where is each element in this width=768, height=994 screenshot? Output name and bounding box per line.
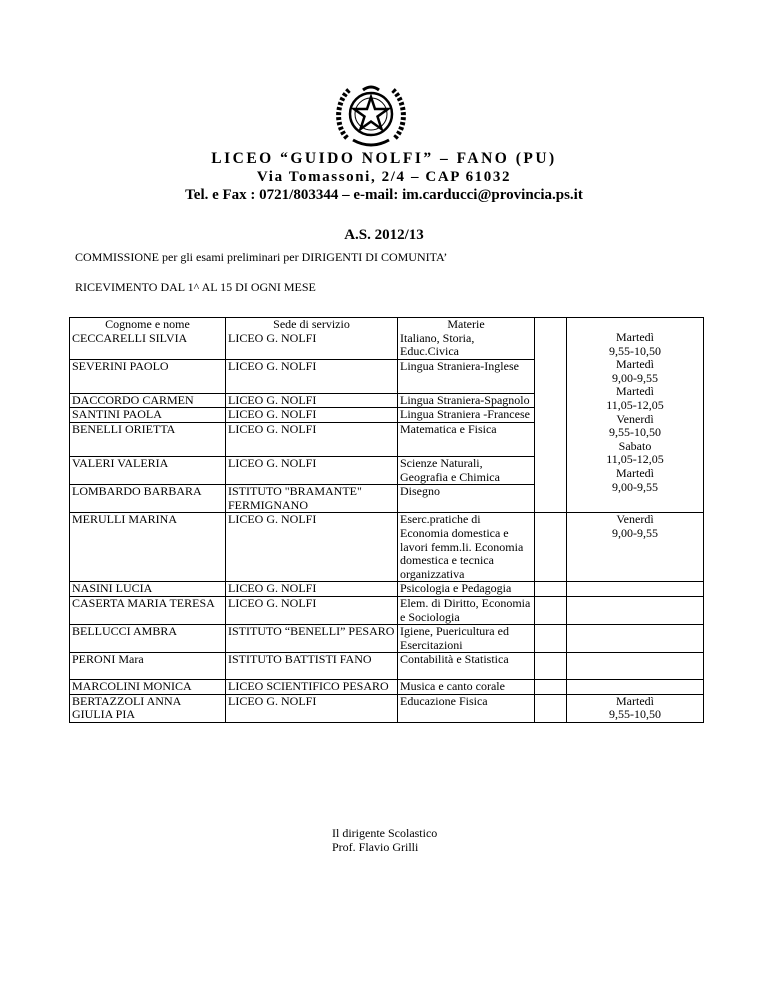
teacher-site: LICEO G. NOLFI xyxy=(226,694,398,722)
schedule-time: 9,55-10,50 xyxy=(609,707,661,722)
schedule-day: Venerdì xyxy=(616,512,654,527)
teacher-subject: Lingua Straniera-Inglese xyxy=(398,359,535,393)
table-row xyxy=(70,653,704,680)
teacher-name: BELLUCCI AMBRA xyxy=(70,625,226,653)
teacher-subject: Lingua Straniera-Spagnolo xyxy=(398,393,535,408)
commission-title: COMMISSIONE per gli esami preliminari per DIRIGENTI DI COMUNITA’ xyxy=(75,250,448,264)
teacher-name: NASINI LUCIA xyxy=(70,582,226,597)
teacher-name: DACCORDO CARMEN xyxy=(70,393,226,408)
commission-table xyxy=(69,317,704,723)
teacher-site: ISTITUTO “BENELLI” PESARO xyxy=(226,625,398,653)
reception-period: RICEVIMENTO DAL 1^ AL 15 DI OGNI MESE xyxy=(75,280,316,294)
school-name: LICEO “GUIDO NOLFI” – FANO (PU) xyxy=(211,150,557,167)
teacher-site: LICEO G. NOLFI xyxy=(226,359,398,393)
table-cell xyxy=(535,318,567,513)
table-row xyxy=(70,680,704,695)
table-cell xyxy=(535,680,567,695)
table-row xyxy=(70,582,704,597)
teacher-name: MARCOLINI MONICA xyxy=(70,680,226,695)
table-cell xyxy=(535,694,567,722)
table-row xyxy=(70,318,704,360)
table-cell xyxy=(567,582,704,597)
school-contacts: Tel. e Fax : 0721/803344 – e-mail: im.carducci@provincia.ps.it xyxy=(185,187,583,203)
teacher-site: LICEO G. NOLFI xyxy=(226,408,398,423)
column-header-site: Sede di servizio xyxy=(273,317,350,331)
teacher-subject: Musica e canto corale xyxy=(398,680,535,695)
teacher-site: LICEO SCIENTIFICO PESARO xyxy=(226,680,398,695)
table-cell xyxy=(567,625,704,653)
teacher-site: ISTITUTO "BRAMANTE" FERMIGNANO xyxy=(226,485,398,513)
schedule-cell xyxy=(567,513,704,582)
table-cell xyxy=(535,582,567,597)
table-cell xyxy=(567,680,704,695)
teacher-site: LICEO G. NOLFI xyxy=(226,582,398,597)
school-address: Via Tomassoni, 2/4 – CAP 61032 xyxy=(256,169,512,185)
teacher-name: VALERI VALERIA xyxy=(70,456,226,484)
column-header-subject: Materie xyxy=(447,317,485,331)
teacher-name: PERONI Mara xyxy=(70,653,226,680)
schedule-cell xyxy=(567,318,704,513)
table-cell xyxy=(567,653,704,680)
schedule-day: Sabato xyxy=(618,438,652,453)
teacher-name: MERULLI MARINA xyxy=(70,513,226,582)
school-year: A.S. 2012/13 xyxy=(344,227,424,243)
teacher-subject: Elem. di Diritto, Economia e Sociologia xyxy=(398,596,535,624)
teacher-site: LICEO G. NOLFI xyxy=(226,596,398,624)
table-cell xyxy=(535,513,567,582)
teacher-site: LICEO G. NOLFI xyxy=(226,393,398,408)
table-cell xyxy=(535,653,567,680)
table-cell xyxy=(535,596,567,624)
column-header-name: Cognome e nome xyxy=(105,317,190,331)
schedule-time: 9,55-10,50 xyxy=(609,343,661,358)
schedule-time: 9,00-9,55 xyxy=(612,525,658,540)
table-row xyxy=(70,694,704,722)
teacher-subject: Disegno xyxy=(398,485,535,513)
teacher-name: CECCARELLI SILVIA xyxy=(72,330,188,345)
teacher-subject: Lingua Straniera -Francese xyxy=(398,408,535,423)
schedule-day: Martedì xyxy=(616,384,654,399)
table-row xyxy=(70,625,704,653)
teacher-subject: Psicologia e Pedagogia xyxy=(398,582,535,597)
signature-role: Il dirigente Scolastico xyxy=(332,826,438,840)
teacher-name: CASERTA MARIA TERESA xyxy=(70,596,226,624)
table-cell xyxy=(226,318,398,360)
table-cell xyxy=(70,318,226,360)
signature-name: Prof. Flavio Grilli xyxy=(332,840,419,854)
schedule-time: 11,05-12,05 xyxy=(606,452,664,467)
teacher-site: LICEO G. NOLFI xyxy=(228,330,317,345)
teacher-name: BERTAZZOLI ANNA GIULIA PIA xyxy=(70,694,226,722)
teacher-subject: Educazione Fisica xyxy=(398,694,535,722)
schedule-day: Martedì xyxy=(616,330,654,344)
teacher-name: BENELLI ORIETTA xyxy=(70,422,226,456)
schedule-time: 9,55-10,50 xyxy=(609,425,661,440)
schedule-day: Venerdì xyxy=(616,411,654,426)
teacher-name: SEVERINI PAOLO xyxy=(70,359,226,393)
teacher-subject: Matematica e Fisica xyxy=(398,422,535,456)
table-cell xyxy=(398,318,535,360)
teacher-name: LOMBARDO BARBARA xyxy=(70,485,226,513)
schedule-cell xyxy=(567,694,704,722)
table-row xyxy=(70,513,704,582)
teacher-subject: Scienze Naturali, Geografia e Chimica xyxy=(398,456,535,484)
teacher-subject: Eserc.pratiche di Economia domestica e lavori femm.li. Economia domestica e tecnica organizzativa xyxy=(398,513,535,582)
italian-republic-emblem-icon xyxy=(333,80,409,152)
teacher-subject: Italiano, Storia, Educ.Civica xyxy=(400,330,475,359)
schedule-time: 9,00-9,55 xyxy=(612,479,658,494)
table-row xyxy=(70,596,704,624)
teacher-site: ISTITUTO BATTISTI FANO xyxy=(226,653,398,680)
schedule-day: Martedì xyxy=(616,465,654,480)
teacher-name: SANTINI PAOLA xyxy=(70,408,226,423)
schedule-day: Martedì xyxy=(616,357,654,372)
table-cell xyxy=(535,625,567,653)
teacher-site: LICEO G. NOLFI xyxy=(226,513,398,582)
table-cell xyxy=(567,596,704,624)
signature-block xyxy=(332,826,437,854)
teacher-subject: Contabilità e Statistica xyxy=(398,653,535,680)
schedule-day: Martedì xyxy=(616,693,654,708)
schedule-time: 11,05-12,05 xyxy=(606,397,664,412)
teacher-subject: Igiene, Puericultura ed Esercitazioni xyxy=(398,625,535,653)
teacher-site: LICEO G. NOLFI xyxy=(226,456,398,484)
schedule-time: 9,00-9,55 xyxy=(612,370,658,385)
teacher-site: LICEO G. NOLFI xyxy=(226,422,398,456)
